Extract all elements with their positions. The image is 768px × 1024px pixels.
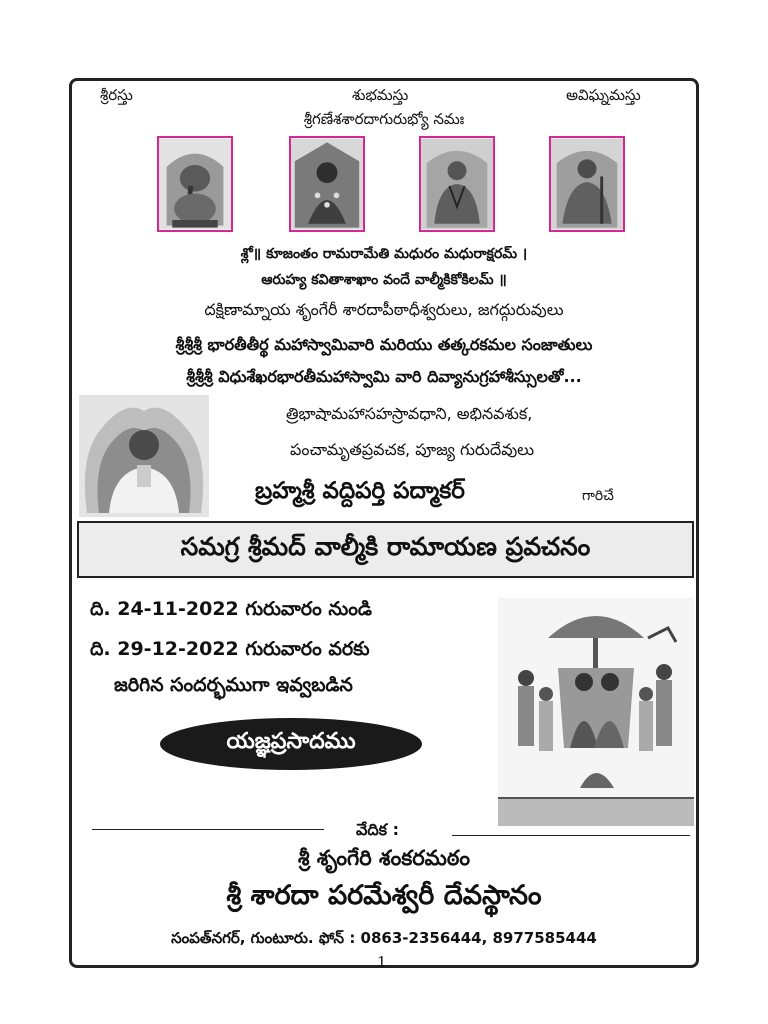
sharada-photo	[289, 136, 365, 232]
event-title: సమగ్ర శ్రీమద్ వాల్మీకి రామాయణ ప్రవచనం	[180, 531, 591, 561]
speaker-suffix: గారిచే	[582, 488, 614, 504]
ganesha-photo	[157, 136, 233, 232]
rama-pattabhishekam-illustration	[498, 598, 694, 826]
guru-photo-1	[419, 136, 495, 232]
event-title-box	[77, 521, 694, 578]
date-line-3: జరిగిన సందర్భముగా ఇవ్వబడిన	[114, 674, 353, 696]
venue-rule-left	[92, 829, 324, 830]
blessing-line-1: దక్షిణామ్నాయ శృంగేరీ శారదాపీఠాధీశ్వరులు, జగద్గురువులు	[204, 300, 564, 319]
header-avighnamastu: అవిఘ్నమస్తు	[566, 86, 641, 104]
speaker-titles-2: పంచామృతప్రవచక, పూజ్య గురుదేవులు	[290, 440, 535, 459]
venue-label: వేదిక :	[356, 820, 399, 839]
blessing-line-3: శ్రీశ్రీశ్రీ విధుశేఖరభారతీమహాస్వామి వారి దివ్యానుగ్రహాశీస్సులతో...	[186, 367, 582, 386]
venue-address: సంపత్‌నగర్, గుంటూరు. ఫోన్ : 0863-2356444, 8977585444	[171, 929, 597, 947]
page-number: 1	[377, 953, 387, 971]
footer-rule-right	[424, 965, 686, 966]
speaker-photo	[79, 395, 209, 517]
shloka-line-1: శ్లో॥ కూజంతం రామరామేతి మధురం మధురాక్షరమ్ ।	[240, 246, 528, 262]
footer-rule-left	[92, 965, 370, 966]
header-srirastu: శ్రీరస్తు	[100, 86, 133, 104]
speaker-name: బ్రహ్మశ్రీ వద్దిపర్తి పద్మాకర్	[255, 478, 465, 504]
header-subhamastu: శుభమస్తు	[352, 86, 409, 104]
venue-rule-right	[452, 835, 690, 836]
venue-line-1: శ్రీ శృంగేరి శంకరమఠం	[298, 846, 470, 870]
prasadam-badge	[160, 718, 422, 770]
blessing-line-2: శ్రీశ్రీశ్రీ భారతీతీర్థ మహాస్వామివారి మరియు తత్కరకమల సంజాతులు	[175, 335, 593, 354]
date-line-2: ది. 29-12-2022 గురువారం వరకు	[90, 638, 370, 660]
speaker-titles-1: త్రిభాషామహాసహస్రావధాని, అభినవశుక,	[286, 404, 533, 423]
shloka-line-2: ఆరుహ్య కవితాశాఖాం వందే వాల్మీకికోకిలమ్ ॥	[261, 272, 507, 288]
guru-photo-2	[549, 136, 625, 232]
date-line-1: ది. 24-11-2022 గురువారం నుండి	[90, 598, 372, 620]
venue-line-2: శ్రీ శారదా పరమేశ్వరీ దేవస్థానం	[226, 880, 542, 911]
invocation: శ్రీగణేశశారదాగురుభ్యో నమః	[303, 110, 465, 128]
prasadam-label: యజ్ఞప్రసాదము	[226, 729, 356, 754]
